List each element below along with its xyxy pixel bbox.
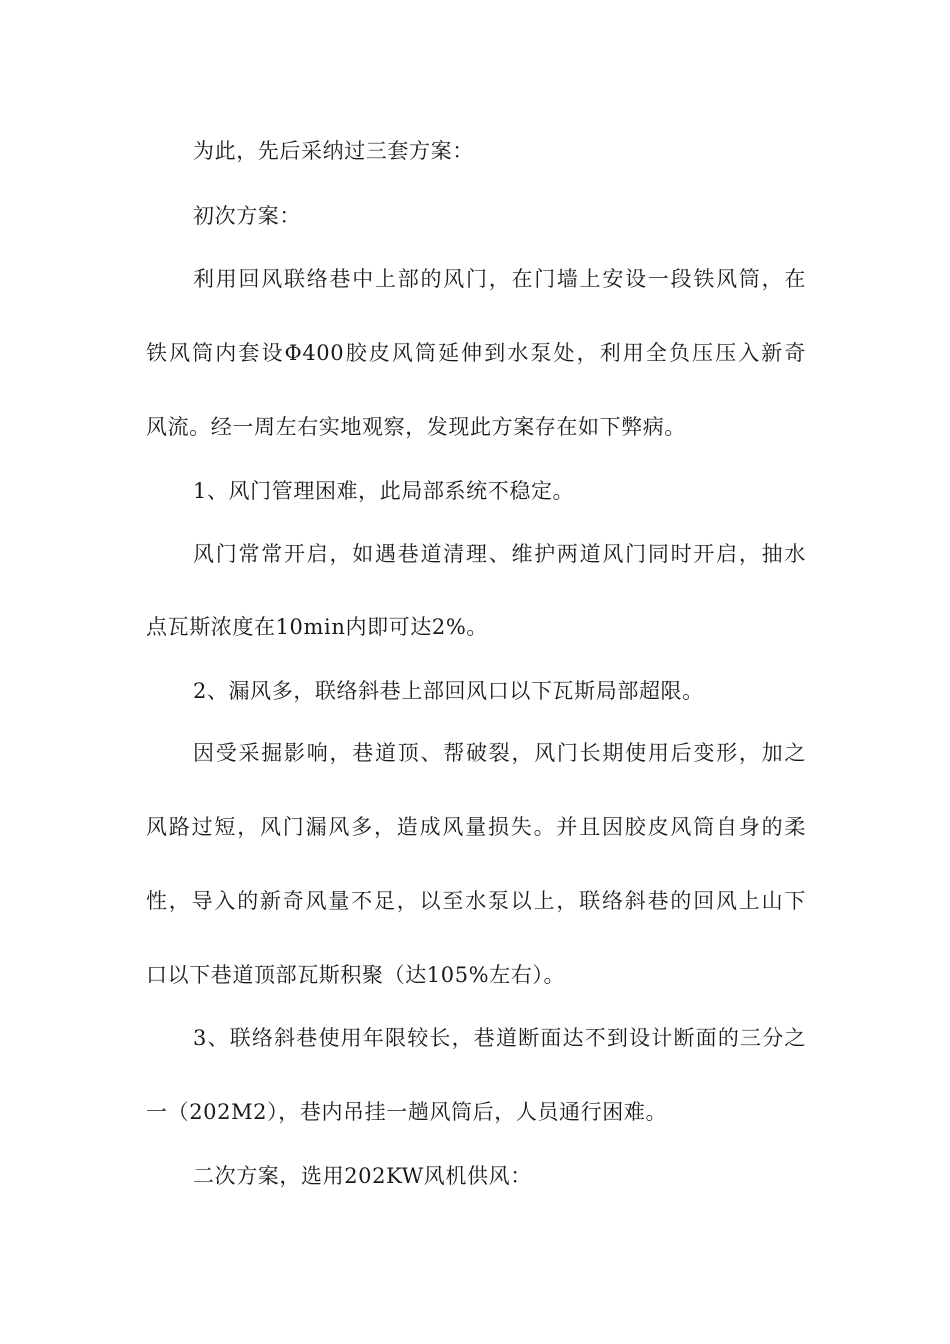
paragraph-line: 一（202M2），巷内吊挂一趟风筒后，人员通行困难。 [146, 1100, 668, 1124]
list-item-1: 1、风门管理困难，此局部系统不稳定。 [193, 479, 575, 503]
paragraph-line: 铁风筒内套设Φ400胶皮风筒延伸到水泵处，利用全负压压入新奇 [146, 341, 806, 365]
paragraph-line: 因受采掘影响，巷道顶、帮破裂，风门长期使用后变形，加之 [193, 741, 806, 765]
heading-first-plan: 初次方案： [193, 204, 301, 228]
paragraph-intro: 为此，先后采纳过三套方案： [193, 139, 474, 163]
paragraph-line: 性，导入的新奇风量不足，以至水泵以上，联络斜巷的回风上山下 [146, 889, 806, 913]
paragraph-line: 利用回风联络巷中上部的风门，在门墙上安设一段铁风筒，在 [193, 267, 806, 291]
list-item-3: 3、联络斜巷使用年限较长，巷道断面达不到设计断面的三分之 [193, 1026, 806, 1050]
paragraph-line: 点瓦斯浓度在10min内即可达2%。 [146, 615, 488, 639]
paragraph-line: 风流。经一周左右实地观察，发现此方案存在如下弊病。 [146, 415, 686, 439]
heading-second-plan: 二次方案，选用202KW风机供风： [193, 1164, 532, 1188]
paragraph-line: 风门常常开启，如遇巷道清理、维护两道风门同时开启，抽水 [193, 542, 806, 566]
paragraph-line: 口以下巷道顶部瓦斯积聚（达105%左右）。 [146, 963, 566, 987]
paragraph-line: 风路过短，风门漏风多，造成风量损失。并且因胶皮风筒自身的柔 [146, 815, 806, 839]
list-item-2: 2、漏风多，联络斜巷上部回风口以下瓦斯局部超限。 [193, 679, 704, 703]
